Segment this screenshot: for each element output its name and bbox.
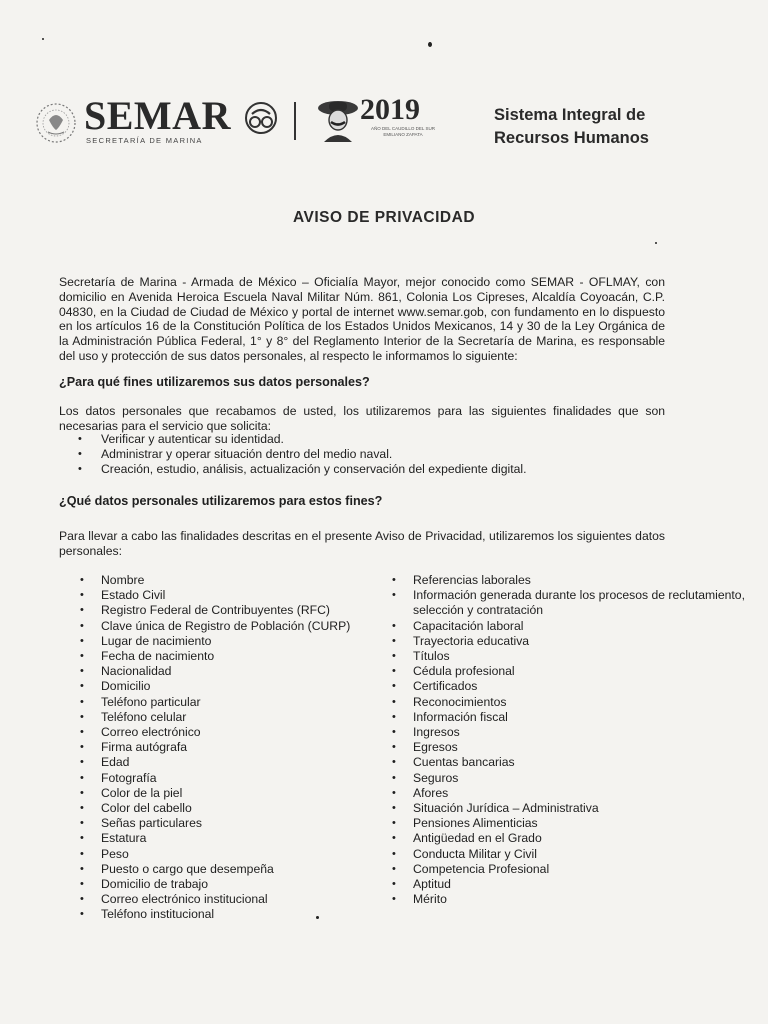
list-item: • Información fiscal	[392, 710, 768, 725]
list-item: • Competencia Profesional	[392, 862, 768, 877]
list-item: • Cédula profesional	[392, 664, 768, 679]
personal-data-list-right	[392, 573, 768, 907]
list-item: • Firma autógrafa	[80, 740, 350, 755]
list-item: • Peso	[80, 847, 350, 862]
list-item: • Domicilio	[80, 679, 350, 694]
purposes-intro: Los datos personales que recabamos de usted, los utilizaremos para las siguientes finalidades que son necesarias para el servicio que solicita:	[59, 404, 665, 433]
list-item: • Señas particulares	[80, 816, 350, 831]
list-item: • Antigüedad en el Grado	[392, 831, 768, 846]
list-item: • Teléfono institucional	[80, 907, 350, 922]
list-item: • Certificados	[392, 679, 768, 694]
system-title-line1: Sistema Integral de	[494, 106, 646, 124]
list-item: • Información generada durante los procesos de reclutamiento, selección y contratación	[392, 588, 768, 618]
data-heading: ¿Qué datos personales utilizaremos para estos fines?	[59, 494, 383, 508]
list-item: • Egresos	[392, 740, 768, 755]
scan-speck	[655, 242, 657, 244]
purposes-heading: ¿Para qué fines utilizaremos sus datos personales?	[59, 375, 370, 389]
zapata-portrait-icon	[316, 96, 360, 144]
list-item: • Afores	[392, 786, 768, 801]
list-item: • Correo electrónico institucional	[80, 892, 350, 907]
list-item: • Edad	[80, 755, 350, 770]
list-item: • Estatura	[80, 831, 350, 846]
list-item: • Nacionalidad	[80, 664, 350, 679]
list-item: • Teléfono celular	[80, 710, 350, 725]
scan-speck	[428, 42, 432, 47]
list-item: • Correo electrónico	[80, 725, 350, 740]
personal-data-list-left	[80, 573, 350, 923]
system-title-line2: Recursos Humanos	[494, 129, 649, 147]
list-item: • Aptitud	[392, 877, 768, 892]
list-item: • Seguros	[392, 771, 768, 786]
semar-logo-subtitle: SECRETARÍA DE MARINA	[86, 136, 203, 145]
list-item: • Estado Civil	[80, 588, 350, 603]
list-item: • Creación, estudio, análisis, actualización y conservación del expediente digital.	[78, 462, 526, 477]
list-item: • Trayectoria educativa	[392, 634, 768, 649]
list-item: • Teléfono particular	[80, 695, 350, 710]
list-item: • Situación Jurídica – Administrativa	[392, 801, 768, 816]
anchor-emblem-icon	[244, 100, 278, 136]
scan-speck	[42, 38, 44, 40]
data-intro: Para llevar a cabo las finalidades descritas en el presente Aviso de Privacidad, utilizaremos los siguientes datos personales:	[59, 529, 665, 558]
list-item: • Ingresos	[392, 725, 768, 740]
list-item: • Pensiones Alimenticias	[392, 816, 768, 831]
list-item: • Color del cabello	[80, 801, 350, 816]
system-title	[494, 104, 649, 150]
list-item: • Puesto o cargo que desempeña	[80, 862, 350, 877]
list-item: • Lugar de nacimiento	[80, 634, 350, 649]
list-item: • Títulos	[392, 649, 768, 664]
list-item: • Administrar y operar situación dentro del medio naval.	[78, 447, 526, 462]
list-item: • Nombre	[80, 573, 350, 588]
list-item: • Domicilio de trabajo	[80, 877, 350, 892]
list-item: • Capacitación laboral	[392, 619, 768, 634]
list-item: • Registro Federal de Contribuyentes (RFC)	[80, 603, 350, 618]
document-title: AVISO DE PRIVACIDAD	[292, 209, 476, 226]
list-item: • Color de la piel	[80, 786, 350, 801]
list-item: • Clave única de Registro de Población (CURP)	[80, 619, 350, 634]
list-item: • Referencias laborales	[392, 573, 768, 588]
logo-divider	[294, 102, 296, 140]
list-item: • Fotografía	[80, 771, 350, 786]
list-item: • Conducta Militar y Civil	[392, 847, 768, 862]
list-item: • Mérito	[392, 892, 768, 907]
year-logo-subtitle: AÑO DEL CAUDILLO DEL SUR EMILIANO ZAPATA	[371, 126, 435, 137]
year-logo-text: 2019	[360, 93, 420, 126]
scan-speck	[316, 916, 319, 919]
mexico-seal-icon	[34, 98, 78, 148]
list-item: • Verificar y autenticar su identidad.	[78, 432, 526, 447]
list-item: • Fecha de nacimiento	[80, 649, 350, 664]
intro-paragraph: Secretaría de Marina - Armada de México – Oficialía Mayor, mejor conocido como SEMAR - OFLMAY, con domicilio en Avenida Heroica Escuela Naval Militar Núm. 861, Colonia Los Cipreses, Alcaldía Coyoacán, C.P. 04830, en la Ciudad de Ciudad de México y portal de internet www.semar.gob, con fundamento en lo dispuesto en los artículos 16 de la Constitución Política de los Estados Unidos Mexicanos, 14 y 30 de la Ley Orgánica de la Administración Pública Federal, 1° y 8° del Reglamento Interior de la Secretaría de Marina, es responsable del uso y protección de sus datos personales, al respecto le informamos lo siguiente:	[59, 275, 665, 363]
semar-logo-text: SEMAR	[84, 93, 231, 138]
list-item: • Cuentas bancarias	[392, 755, 768, 770]
purposes-list	[78, 432, 526, 476]
list-item: • Reconocimientos	[392, 695, 768, 710]
